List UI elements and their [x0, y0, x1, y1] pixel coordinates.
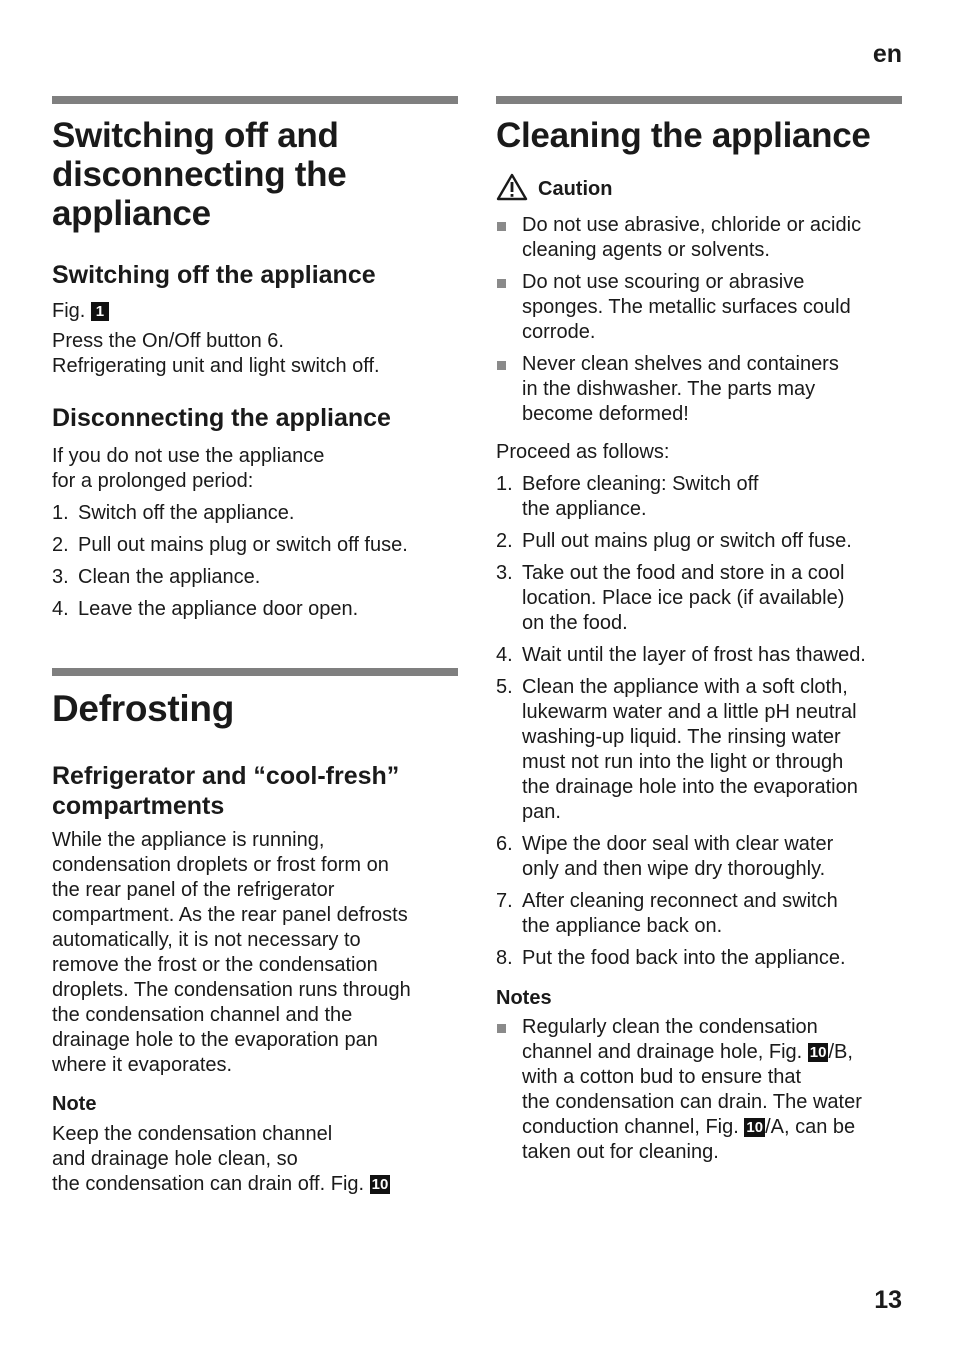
proceed-text: Proceed as follows: — [496, 441, 670, 463]
text-line: Never clean shelves and containers — [522, 353, 839, 375]
step-number: 1. — [52, 502, 69, 524]
text-line: the rear panel of the refrigerator — [52, 879, 335, 901]
text-line: Do not use abrasive, chloride or acidic — [522, 214, 862, 236]
text-line: where it evaporates. — [52, 1054, 233, 1076]
list-item — [496, 1015, 902, 1165]
text-line: must not run into the light or through — [522, 751, 844, 773]
section-title-cleaning: Cleaning the appliance — [496, 116, 871, 155]
caution-header — [496, 173, 902, 206]
text-line: with a cotton bud to ensure that — [522, 1066, 802, 1088]
text-line: in the dishwasher. The parts may — [522, 378, 816, 400]
text-line: compartment. As the rear panel defrosts — [52, 904, 408, 926]
text-line: condensation droplets or frost form on — [52, 854, 389, 876]
text-line: Before cleaning: Switch off — [522, 473, 759, 495]
text-line: only and then wipe dry thoroughly. — [522, 858, 826, 880]
text-line: Wait until the layer of frost has thawed. — [522, 644, 866, 666]
text-line: sponges. The metallic surfaces could — [522, 296, 851, 318]
figure-reference — [52, 299, 458, 324]
text-line: Clean the appliance with a soft cloth, — [522, 676, 848, 698]
text-line: droplets. The condensation runs through — [52, 979, 411, 1001]
text-line: and drainage hole clean, so — [52, 1148, 298, 1170]
note-text — [52, 1122, 458, 1197]
bullet-square-icon — [497, 279, 506, 288]
text-line: for a prolonged period: — [52, 470, 254, 492]
title-line: disconnecting the — [52, 155, 347, 194]
list-item — [496, 832, 902, 882]
step-text: Switch off the appliance. — [78, 502, 295, 524]
step-number: 2. — [52, 534, 69, 556]
step-text: Clean the appliance. — [78, 566, 261, 588]
section-rule — [496, 96, 902, 104]
notes-heading: Notes — [496, 987, 552, 1009]
text-line: Wipe the door seal with clear water — [522, 833, 834, 855]
page-number: 13 — [874, 1286, 902, 1314]
text-line: corrode. — [522, 321, 596, 343]
text-line: on the food. — [522, 612, 628, 634]
step-number: 8. — [496, 947, 513, 969]
warning-triangle-icon — [496, 173, 528, 206]
caution-label: Caution — [538, 178, 613, 200]
section-title-switching — [52, 116, 458, 233]
list-item — [52, 597, 458, 622]
text-line: the appliance back on. — [522, 915, 723, 937]
list-item — [496, 529, 902, 554]
right-column — [496, 0, 902, 1165]
list-item — [496, 643, 902, 668]
section-title-defrosting: Defrosting — [52, 688, 235, 729]
step-number: 3. — [496, 562, 513, 584]
text-line: lukewarm water and a little pH neutral — [522, 701, 857, 723]
text-line: Keep the condensation channel — [52, 1123, 333, 1145]
text-line: remove the frost or the condensation — [52, 954, 378, 976]
text-line: /A, can be — [765, 1116, 856, 1138]
title-line: appliance — [52, 194, 211, 233]
caution-list — [496, 213, 902, 427]
text-line: the condensation channel and the — [52, 1004, 353, 1026]
list-item — [496, 213, 902, 263]
disconnect-steps — [52, 501, 458, 622]
language-code: en — [872, 40, 902, 68]
text-line: drainage hole to the evaporation pan — [52, 1029, 378, 1051]
step-number: 5. — [496, 676, 513, 698]
list-item — [496, 561, 902, 636]
text-line: While the appliance is running, — [52, 829, 325, 851]
text-line: Take out the food and store in a cool — [522, 562, 845, 584]
step-number: 6. — [496, 833, 513, 855]
heading-line: Refrigerator and “cool-fresh” — [52, 762, 400, 790]
text-line: the drainage hole into the evaporation — [522, 776, 858, 798]
text-line: the condensation can drain. The water — [522, 1091, 862, 1113]
text-line: become deformed! — [522, 403, 689, 425]
text-line: cleaning agents or solvents. — [522, 239, 770, 261]
text-line: Press the On/Off button 6. — [52, 330, 284, 352]
bullet-square-icon — [497, 361, 506, 370]
step-text: Leave the appliance door open. — [78, 598, 359, 620]
bullet-square-icon — [497, 222, 506, 231]
heading-compartments — [52, 761, 458, 821]
list-item — [496, 352, 902, 427]
step-text: Pull out mains plug or switch off fuse. — [78, 534, 408, 556]
figure-badge: 10 — [809, 1044, 827, 1061]
heading-disconnecting: Disconnecting the appliance — [52, 404, 391, 432]
list-item — [52, 533, 458, 558]
text-line: Pull out mains plug or switch off fuse. — [522, 530, 852, 552]
text-line: After cleaning reconnect and switch — [522, 890, 838, 912]
section-rule — [52, 96, 458, 104]
text-line: Do not use scouring or abrasive — [522, 271, 805, 293]
title-line: Switching off and — [52, 116, 339, 155]
text-line: Regularly clean the condensation — [522, 1016, 818, 1038]
text-line: Put the food back into the appliance. — [522, 947, 846, 969]
text-line: Refrigerating unit and light switch off. — [52, 355, 380, 377]
list-item — [496, 889, 902, 939]
figure-badge: 10 — [371, 1176, 389, 1193]
list-item — [496, 675, 902, 825]
notes-list — [496, 1015, 902, 1165]
list-item — [496, 270, 902, 345]
left-column — [52, 0, 458, 1197]
heading-switching-off: Switching off the appliance — [52, 261, 376, 289]
step-number: 2. — [496, 530, 513, 552]
step-number: 4. — [496, 644, 513, 666]
text-line: If you do not use the appliance — [52, 445, 325, 467]
step-number: 1. — [496, 473, 513, 495]
text-line: location. Place ice pack (if available) — [522, 587, 845, 609]
step-number: 3. — [52, 566, 69, 588]
list-item — [52, 565, 458, 590]
text-line: pan. — [522, 801, 561, 823]
note-heading: Note — [52, 1093, 97, 1115]
list-item — [52, 501, 458, 526]
text-line: taken out for cleaning. — [522, 1141, 719, 1163]
text-line: /B, — [828, 1041, 853, 1063]
switching-off-text — [52, 329, 458, 379]
text-line: automatically, it is not necessary to — [52, 929, 361, 951]
cleaning-steps — [496, 472, 902, 971]
text-line: conduction channel, Fig. — [522, 1116, 739, 1138]
step-number: 7. — [496, 890, 513, 912]
bullet-square-icon — [497, 1024, 506, 1033]
text-line: washing-up liquid. The rinsing water — [522, 726, 841, 748]
defrosting-body — [52, 828, 458, 1078]
text-line: the condensation can drain off. Fig. — [52, 1173, 365, 1195]
section-rule — [52, 668, 458, 676]
text-line: channel and drainage hole, Fig. — [522, 1041, 803, 1063]
figure-badge: 1 — [91, 302, 109, 321]
list-item — [496, 946, 902, 971]
step-number: 4. — [52, 598, 69, 620]
list-item — [496, 472, 902, 522]
heading-line: compartments — [52, 792, 225, 820]
figure-badge: 10 — [746, 1119, 764, 1136]
fig-label: Fig. — [52, 300, 86, 322]
text-line: the appliance. — [522, 498, 647, 520]
disconnect-intro — [52, 444, 458, 494]
